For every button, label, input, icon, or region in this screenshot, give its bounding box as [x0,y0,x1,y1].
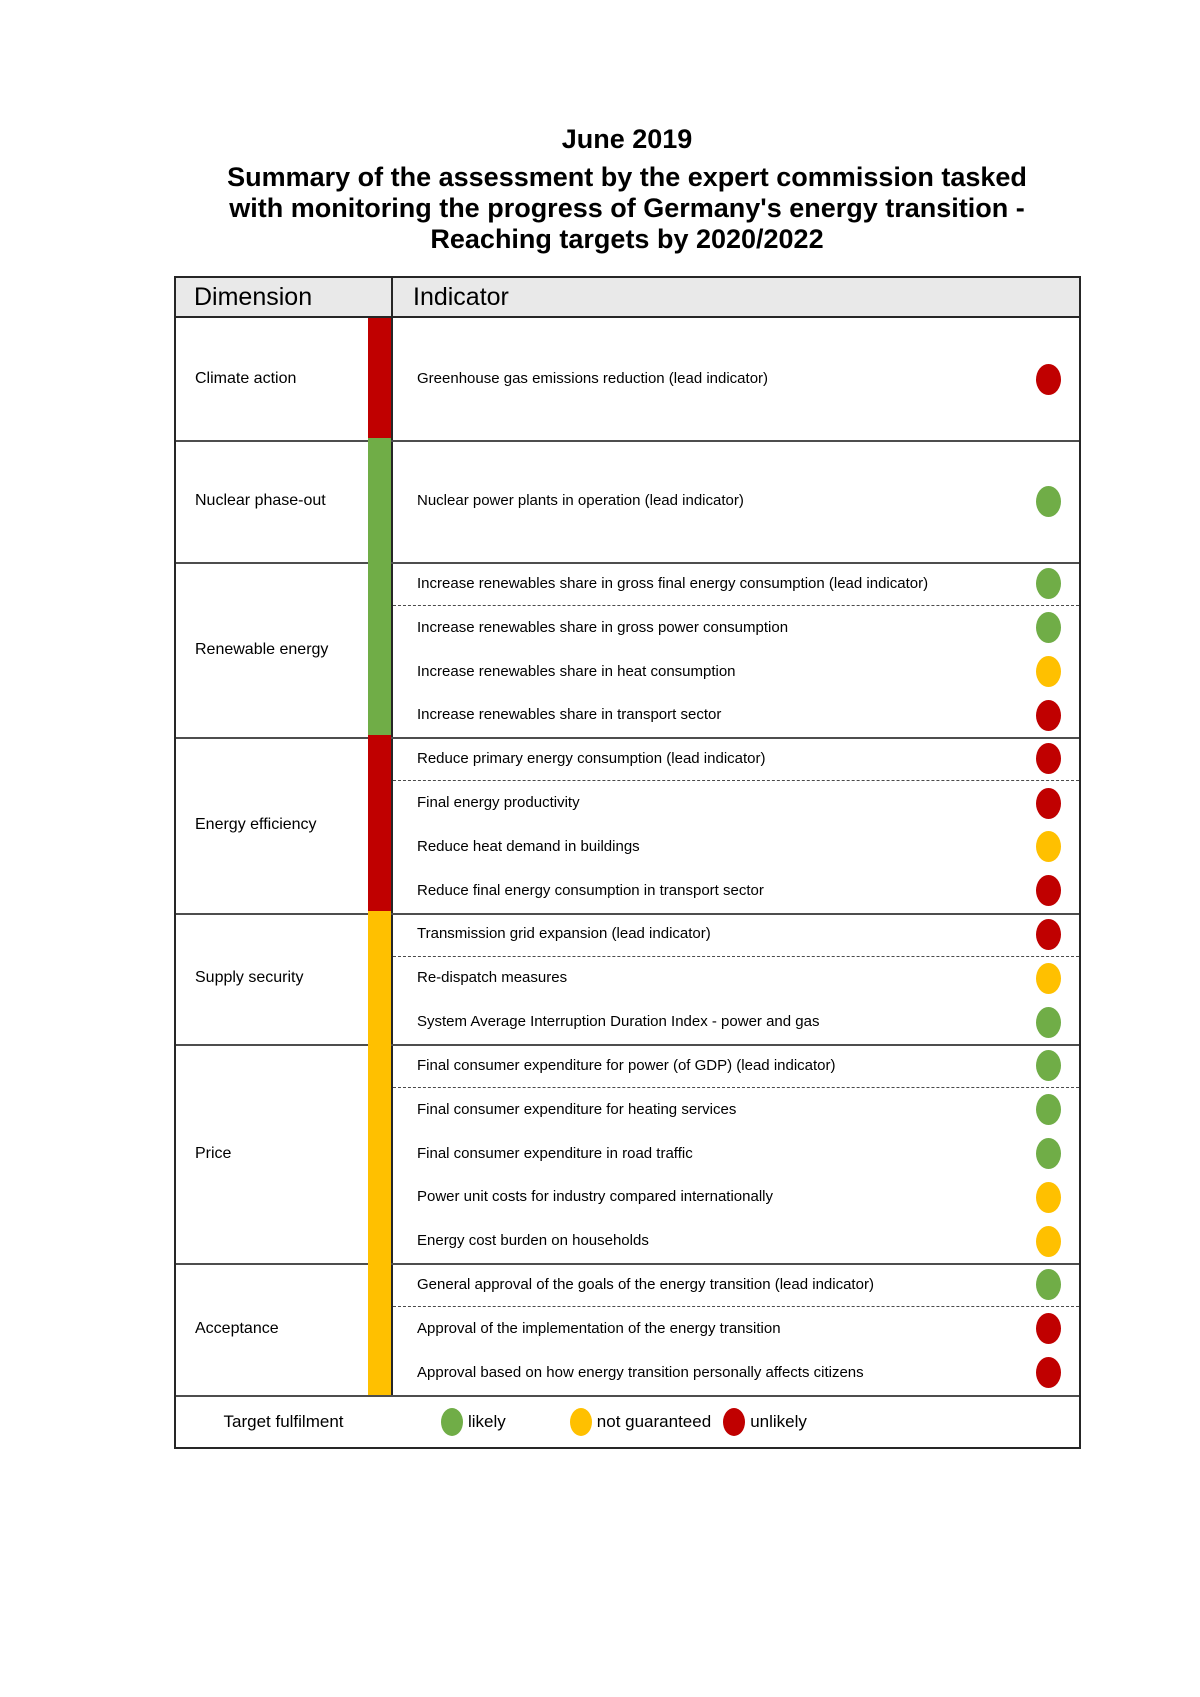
indicator-row [393,737,1079,781]
indicator-label: Final energy productivity [417,794,580,812]
indicator-label: Re-dispatch measures [417,969,568,987]
dimension-status-bar-unlikely [368,318,391,440]
indicator-row [393,1176,1079,1220]
status-dot-unlikely [1036,1357,1061,1388]
indicator-row [393,606,1079,650]
dimension-label: Climate action [195,370,297,387]
secondary-indicators [393,606,1079,737]
status-dot-likely [1036,568,1061,599]
dimension-label: Nuclear phase-out [195,492,326,509]
indicator-row [393,1307,1079,1351]
legend-title: Target fulfilment [223,1411,344,1431]
title-line-1: Summary of the assessment by the expert commission tasked [227,162,1027,192]
assessment-table [174,276,1081,1449]
dimension-label: Energy efficiency [195,815,317,833]
indicator-column [391,562,1079,737]
indicator-label: Power unit costs for industry compared internationally [417,1188,774,1206]
indicator-label: System Average Interruption Duration Index - power and gas [417,1013,820,1031]
indicator-label: Greenhouse gas emissions reduction (lead indicator) [417,370,769,387]
status-dot-likely [1036,1094,1061,1125]
indicator-label: Increase renewables share in heat consumption [417,662,736,680]
title-main [147,162,1107,255]
status-dot-unlikely [1036,875,1061,906]
indicator-row [393,957,1079,1001]
legend-dot-not_guaranteed [570,1408,592,1436]
secondary-indicators [393,1088,1079,1263]
legend-item-label: not guaranteed [596,1411,712,1431]
indicator-label: Reduce primary energy consumption (lead indicator) [417,749,766,767]
table-header-row [176,278,1079,318]
indicator-row [393,1351,1079,1395]
indicator-label: Final consumer expenditure for power (of GDP) (lead indicator) [417,1056,836,1074]
status-dot-unlikely [1036,919,1061,950]
dimension-status-bar-likely [368,438,391,562]
legend-items [391,1408,807,1436]
secondary-indicators [393,1307,1079,1395]
title-block [147,124,1107,255]
indicator-label: Final consumer expenditure in road traffic [417,1144,693,1162]
secondary-indicators [393,781,1079,912]
column-header-dimension: Dimension [194,282,313,311]
indicator-column [391,318,1079,440]
dimension-label: Price [195,1144,232,1162]
indicator-label: Reduce final energy consumption in transport sector [417,881,764,899]
legend-item-label: likely [468,1411,506,1431]
dimension-label: Supply security [195,969,304,987]
indicator-row [393,1000,1079,1044]
legend-item-label: unlikely [750,1411,807,1431]
dimension-section-price [176,1044,1079,1263]
dimension-label: Acceptance [195,1319,279,1337]
status-dot-unlikely [1036,743,1061,774]
indicator-label: Final consumer expenditure for heating services [417,1100,737,1118]
status-dot-likely [1036,486,1061,517]
status-dot-not_guaranteed [1036,831,1061,862]
status-dot-unlikely [1036,700,1061,731]
indicator-row [393,913,1079,957]
indicator-row [393,1088,1079,1132]
status-dot-likely [1036,1138,1061,1169]
indicator-row [393,825,1079,869]
dimension-status-bar-likely [368,560,391,737]
status-dot-likely [1036,1007,1061,1038]
indicator-label: Reduce heat demand in buildings [417,837,640,855]
column-header-indicator: Indicator [391,278,1079,316]
indicator-label: Approval based on how energy transition personally affects citizens [417,1363,864,1381]
table-body [176,318,1079,1395]
indicator-column [391,913,1079,1045]
indicator-row [393,650,1079,694]
indicator-row [393,694,1079,738]
indicator-column [391,1044,1079,1263]
indicator-label: Increase renewables share in gross final energy consumption (lead indicator) [417,574,929,592]
legend-item-likely [441,1408,506,1436]
dimension-section-acceptance [176,1263,1079,1395]
status-dot-likely [1036,1269,1061,1300]
dimension-status-bar-not_guaranteed [368,1042,391,1263]
status-dot-not_guaranteed [1036,1182,1061,1213]
indicator-label: Approval of the implementation of the energy transition [417,1319,781,1337]
indicator-column [391,737,1079,912]
indicator-label: Transmission grid expansion (lead indicator) [417,925,711,942]
indicator-row [393,562,1079,606]
status-dot-likely [1036,1050,1061,1081]
indicator-row [393,1132,1079,1176]
dimension-section-energy-efficiency [176,737,1079,912]
indicator-row [393,1263,1079,1307]
secondary-indicators [393,957,1079,1045]
dimension-section-supply-security [176,913,1079,1045]
status-dot-unlikely [1036,364,1061,395]
status-dot-not_guaranteed [1036,963,1061,994]
indicator-column [391,1263,1079,1395]
status-dot-not_guaranteed [1036,1226,1061,1257]
indicator-column [391,440,1079,562]
dimension-section-nuclear-phase-out [176,440,1079,562]
legend-row [176,1395,1079,1447]
legend-dot-likely [441,1408,463,1436]
indicator-row [393,440,1079,562]
status-dot-unlikely [1036,1313,1061,1344]
indicator-label: Nuclear power plants in operation (lead indicator) [417,492,744,509]
legend-item-unlikely [723,1408,807,1436]
title-line-2: with monitoring the progress of Germany's energy transition - [229,193,1025,223]
indicator-row [393,1219,1079,1263]
indicator-label: Increase renewables share in gross power consumption [417,618,789,636]
status-dot-unlikely [1036,788,1061,819]
dimension-label: Renewable energy [195,640,329,658]
indicator-row [393,781,1079,825]
indicator-label: Energy cost burden on households [417,1232,649,1250]
indicator-row [393,1044,1079,1088]
status-dot-not_guaranteed [1036,656,1061,687]
dimension-section-renewable-energy [176,562,1079,737]
status-dot-likely [1036,612,1061,643]
indicator-row [393,869,1079,913]
indicator-row [393,318,1079,440]
title-line-3: Reaching targets by 2020/2022 [430,224,824,254]
dimension-status-bar-not_guaranteed [368,1261,391,1395]
dimension-status-bar-unlikely [368,735,391,912]
indicator-label: Increase renewables share in transport sector [417,706,722,724]
dimension-status-bar-not_guaranteed [368,911,391,1045]
title-date: June 2019 [561,124,693,154]
dimension-section-climate-action [176,318,1079,440]
indicator-label: General approval of the goals of the energy transition (lead indicator) [417,1275,874,1293]
legend-dot-unlikely [723,1408,745,1436]
legend-item-not_guaranteed [570,1408,711,1436]
